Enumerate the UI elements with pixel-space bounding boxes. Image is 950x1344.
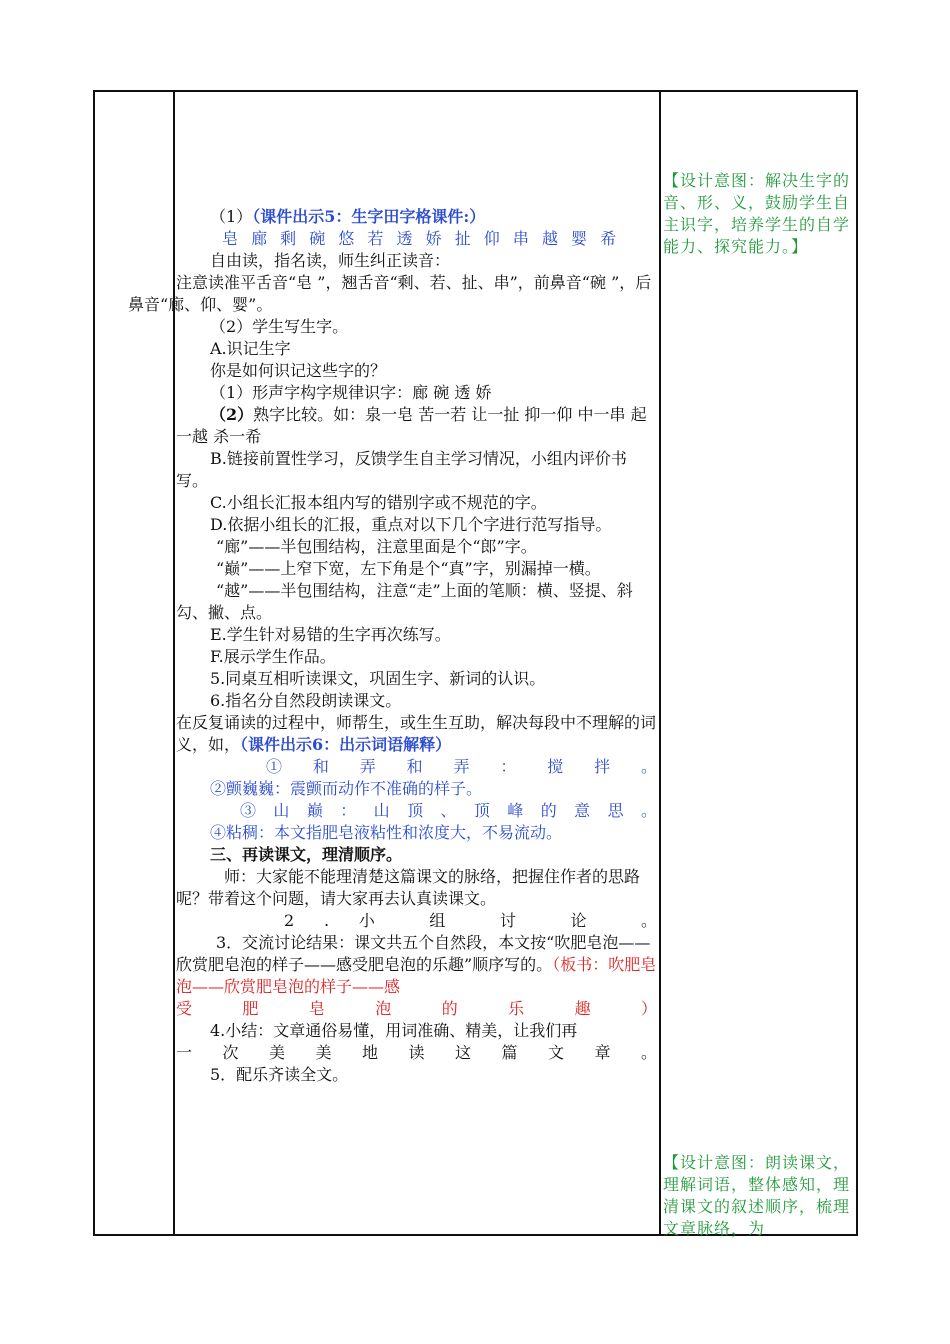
text-line: （2）熟字比较。如：泉一皂 苦一若 让一扯 抑一仰 中一串 起一越 杀一希	[176, 405, 647, 446]
text-line: A.识记生字	[210, 339, 291, 358]
text-line: E.学生针对易错的生字再次练写。	[210, 625, 451, 644]
lesson-plan-table	[93, 90, 858, 1236]
text-line: 一 次 美 美 地 读 这 篇 文 章 。	[176, 1043, 657, 1062]
text-line: 4.小结：文章通俗易懂，用词准确、精美，让我们再	[210, 1021, 578, 1040]
text-line: F.展示学生作品。	[210, 647, 336, 666]
design-intent-note-1: 【设计意图：解决生字的音、形、义，鼓励学生自主识字，培养学生的自学能力、探究能力。】	[663, 171, 851, 256]
board-writing: 受 肥 皂 泡 的 乐 趣 ）	[176, 999, 657, 1018]
text-line: 你是如何识记这些字的？	[210, 361, 387, 380]
design-intent-note-2: 【设计意图：朗读课文，理解词语，整体感知，理清课文的叙述顺序，梳理文章脉络，为	[663, 1153, 851, 1238]
word-explanation: ③ 山 巅 ： 山 顶 、 顶 峰 的 意 思 。	[240, 801, 657, 820]
text-line: “廊”——半包围结构，注意里面是个“郎”字。	[216, 537, 537, 556]
text-line: （2）学生写生字。	[210, 317, 349, 336]
text-line: 3．交流讨论结果：课文共五个自然段，本文按“吹肥皂泡——欣赏肥皂泡的样子——感受肥皂泡的乐趣”顺序写的。（板书：吹肥皂泡——欣赏肥皂泡的样子——感	[176, 933, 657, 996]
text-line: 2 . 小 组 讨 论 。	[284, 911, 657, 930]
text-line: 6.指名分自然段朗读课文。	[210, 691, 402, 710]
text-line: 注意读准平舌音“皂 ”，翘舌音“剩、若、扯、串”，前鼻音“碗 ”，后鼻音“廊、仰、婴”。	[128, 273, 652, 314]
text-line: D.依据小组长的汇报，重点对以下几个字进行范写指导。	[210, 515, 612, 534]
text-line: “巅”——上窄下宽，左下角是个“真”字，别漏掉一横。	[216, 559, 601, 578]
text-line: 师：大家能不能理清楚这篇课文的脉络，把握住作者的思路呢？带着这个问题，请大家再去认真读课文。	[176, 867, 641, 908]
text-line: 5．配乐齐读全文。	[210, 1065, 349, 1084]
text-line: C.小组长汇报本组内写的错别字或不规范的字。	[210, 493, 547, 512]
new-characters-list: 皂 廊 剩 碗 悠 若 透 娇 扯 仰 串 越 婴 希	[222, 229, 621, 248]
section-heading: 三、再读课文，理清顺序。	[210, 845, 403, 864]
text-line: 5.同桌互相听读课文，巩固生字、新词的认识。	[210, 669, 546, 688]
word-explanation: ②颤巍巍：震颤而动作不准确的样子。	[210, 779, 483, 798]
text-line: 自由读，指名读，师生纠正读音：	[210, 251, 451, 270]
column-divider-right	[659, 92, 661, 1234]
text-line: B.链接前置性学习，反馈学生自主学习情况，小组内评价书写。	[176, 449, 627, 490]
word-explanation: ① 和 弄 和 弄 ： 搅 拌 。	[266, 757, 657, 776]
teaching-process-column	[128, 206, 657, 1086]
text-line: （1）形声字构字规律识字：廊 碗 透 娇	[210, 383, 492, 402]
column-divider-left	[173, 92, 175, 1234]
word-explanation: ④粘稠：本文指肥皂液粘性和浓度大，不易流动。	[210, 823, 563, 842]
line-courseware-5: （1）（课件出示5：生字田字格课件:）	[210, 207, 486, 226]
text-line: 在反复诵读的过程中，师帮生，或生生互助，解决每段中不理解的词义，如，（课件出示6：出示词语解释）	[176, 713, 657, 754]
text-line: “越”——半包围结构，注意“走”上面的笔顺：横、竖提、斜勾、撇、点。	[176, 581, 633, 622]
